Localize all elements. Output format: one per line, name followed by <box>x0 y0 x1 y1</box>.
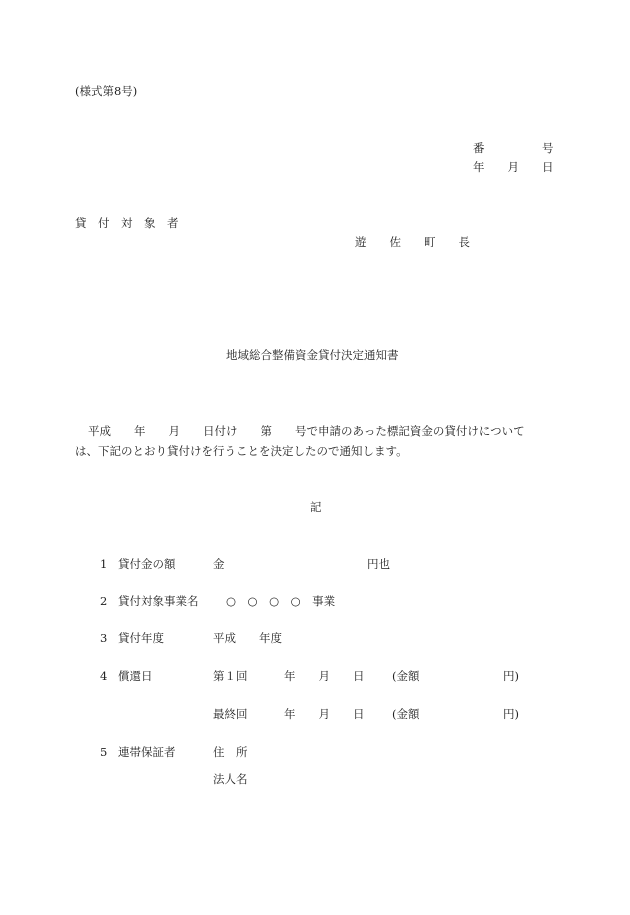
repayment-first-amount-label: (金額 <box>392 669 420 683</box>
ki-heading: 記 <box>310 500 322 514</box>
document-title: 地域総合整備資金貸付決定通知書 <box>226 348 399 362</box>
item-label-project-name: 貸付対象事業名 <box>118 594 199 608</box>
item-value-kin: 金 <box>213 557 225 571</box>
document-date-label: 年 月 日 <box>473 160 554 174</box>
item-value-yen: 円也 <box>367 557 390 571</box>
item-number: 1 <box>100 557 108 571</box>
addressee: 貸 付 対 象 者 <box>75 216 179 230</box>
item-number: 3 <box>100 631 108 645</box>
repayment-first-amount-yen: 円) <box>503 669 519 683</box>
issuer: 遊 佐 町 長 <box>355 235 470 249</box>
repayment-final-label: 最終回 <box>213 707 248 721</box>
item-label-loan-amount: 貸付金の額 <box>118 557 176 571</box>
item-label-repayment-date: 償還日 <box>118 669 153 683</box>
body-text-line-1: 平成 年 月 日付け 第 号で申請のあった標記資金の貸付けについて <box>88 424 525 438</box>
document-number-label: 番 号 <box>473 141 554 155</box>
item-number: 4 <box>100 669 108 683</box>
item-value-project-name: ○ ○ ○ ○ 事業 <box>226 594 336 608</box>
repayment-first-label: 第１回 <box>213 669 248 683</box>
item-value-loan-year: 平成 年度 <box>213 631 282 645</box>
body-text-line-2: は、下記のとおり貸付けを行うことを決定したので通知します。 <box>75 444 408 458</box>
guarantor-corporate-name-label: 法人名 <box>213 772 248 786</box>
repayment-final-date: 年 月 日 <box>284 707 365 721</box>
repayment-final-amount-yen: 円) <box>503 707 519 721</box>
guarantor-address-label: 住 所 <box>213 745 248 759</box>
item-number: 2 <box>100 594 108 608</box>
repayment-first-date: 年 月 日 <box>284 669 365 683</box>
item-number: 5 <box>100 745 108 759</box>
item-label-joint-guarantor: 連帯保証者 <box>118 745 176 759</box>
item-label-loan-year: 貸付年度 <box>118 631 164 645</box>
repayment-final-amount-label: (金額 <box>392 707 420 721</box>
form-number: (様式第8号) <box>75 84 138 98</box>
